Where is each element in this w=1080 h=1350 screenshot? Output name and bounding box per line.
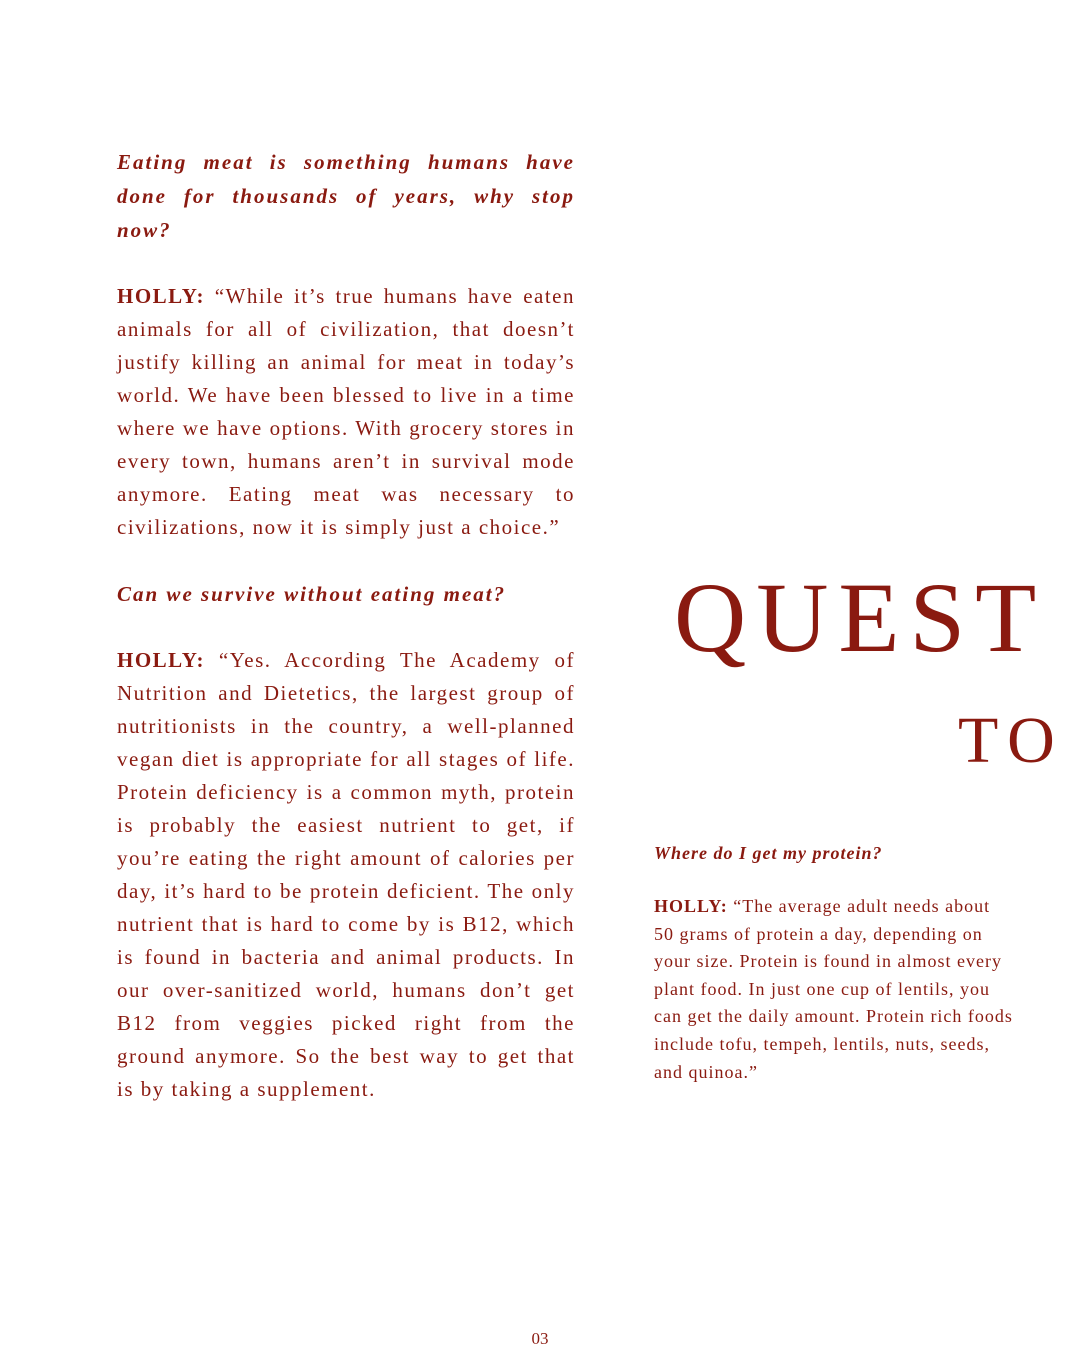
- speaker-label: HOLLY:: [117, 648, 205, 672]
- answer-1: [117, 280, 575, 544]
- answer-3: [654, 893, 1014, 1086]
- right-column: [654, 838, 1014, 1086]
- answer-1-text: “While it’s true humans have eaten animals for all of civilization, that doesn’t justify killing an animal for meat in today’s world. We have been blessed to live in a time where we have options. With grocery stores in every town, humans aren’t in survival mode anymore. Eating meat was necessary to civilizations, now it is simply just a choice.”: [117, 284, 575, 539]
- left-column: [117, 145, 575, 1106]
- question-3: Where do I get my protein?: [654, 843, 883, 863]
- speaker-label: HOLLY:: [117, 284, 205, 308]
- answer-3-text: “The average adult needs about 50 grams of protein a day, depending on your size. Protein is found in almost every plant food. In just one cup of lentils, you can get the daily amount. Protein rich foods include tofu, tempeh, lentils, nuts, seeds, and quinoa.”: [654, 896, 1013, 1082]
- question-2: Can we survive without eating meat?: [117, 582, 507, 606]
- speaker-label: HOLLY:: [654, 896, 728, 916]
- spacer: [117, 611, 575, 644]
- spacer: [117, 544, 575, 577]
- section-title: QUEST: [674, 562, 1047, 673]
- spacer: [117, 247, 575, 280]
- page-number: 03: [531, 1329, 549, 1348]
- answer-2-text: “Yes. According The Academy of Nutrition and Dietetics, the largest group of nutritionists in the country, a well-planned vegan diet is appropriate for all stages of life. Protein deficiency is a common myth, protein is probably the easiest nutrient to get, if you’re eating the right amount of calories per day, it’s hard to be protein deficient. The only nutrient that is hard to come by is B12, which is found in bacteria and animal products. In our over-sanitized world, humans don’t get B12 from veggies picked right from the ground anymore. So the best way to get that is by taking a supplement.: [117, 648, 576, 1101]
- answer-2: [117, 644, 575, 1106]
- section-subtitle: TO: [958, 704, 1065, 777]
- question-1: Eating meat is something humans have done for thousands of years, why stop now?: [117, 150, 575, 242]
- spacer: [654, 868, 1014, 893]
